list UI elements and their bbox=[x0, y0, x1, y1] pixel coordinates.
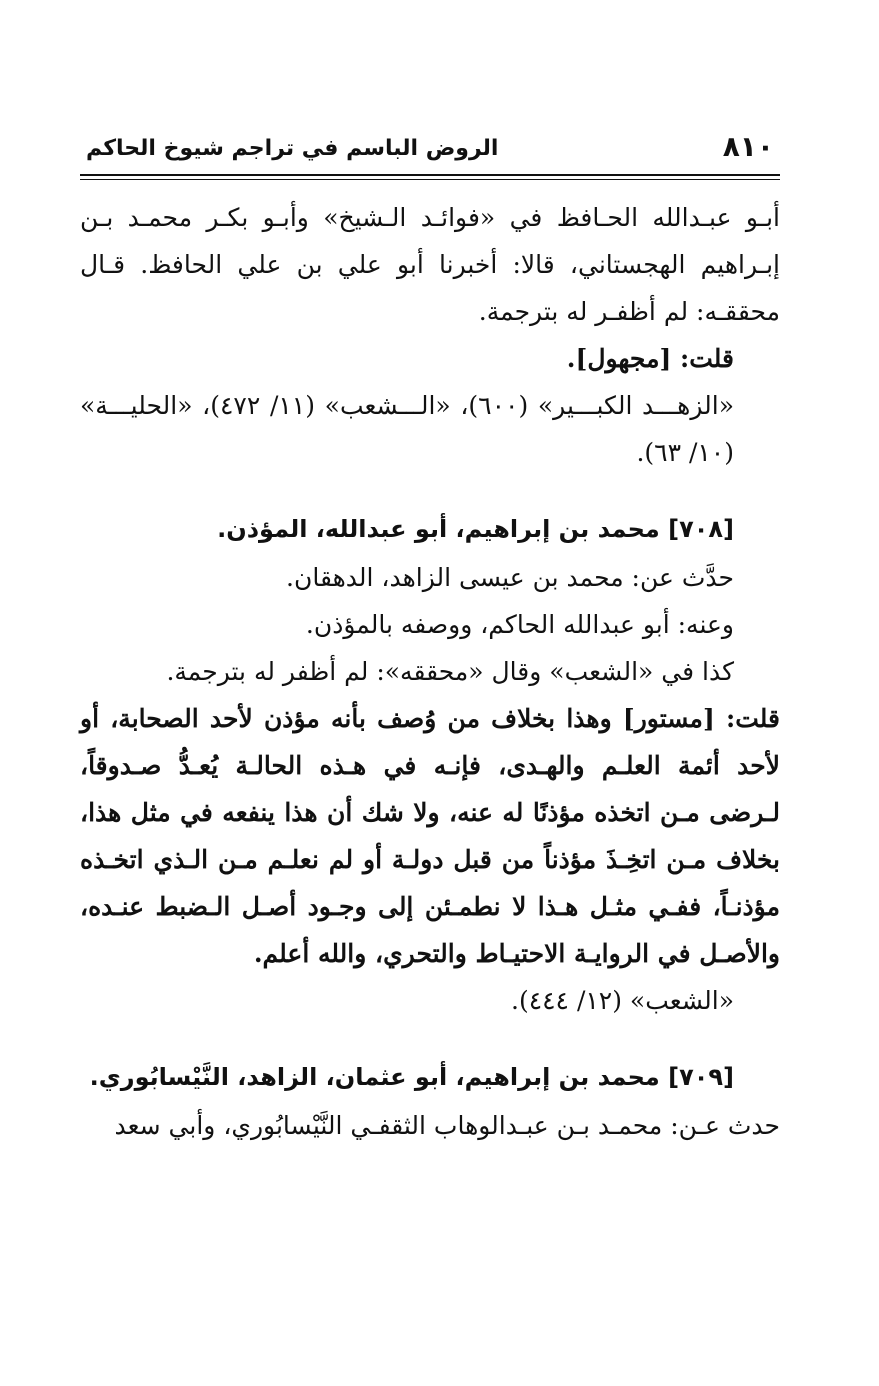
entry-708-verdict: قلت: [مستور] وهذا بخلاف من وُصف بأنه مؤذن لأحد الصحابة، أو لأحد أئمة العلـم والهـدى، فإنـه في هـذه الحالـة يُعـدُّ صـدوقاً، لـرضى مـن اتخذه مؤذنًا له عنه، ولا شك أن هذا ينفعه في مثل هذا، بخلاف مـن اتخِـذَ مؤذناً من قبل دولـة أو لم نعلـم مـن الـذي اتخـذه مؤذنـاً، ففـي مثـل هـذا لا نطمـئن إلى وجـود أصـل الـضبط عنـده، والأصـل في الروايـة الاحتيـاط والتحري، والله أعلم. bbox=[80, 704, 780, 968]
book-page bbox=[80, 130, 780, 1149]
entry-708-heading: [٧٠٨] محمد بن إبراهيم، أبو عبدالله، المؤذن. bbox=[217, 515, 734, 543]
entry-707-sources: «الزهـــد الكبـــير» (٦٠٠)، «الـــشعب» (١١/ ٤٧٢)، «الحليـــة» (١٠/ ٦٣). bbox=[80, 391, 734, 467]
entry-708-sources: «الشعب» (١٢/ ٤٤٤). bbox=[511, 986, 734, 1015]
entry-707-text: أبـو عبـدالله الحـافظ في «فوائـد الـشيخ» وأبـو بكـر محمـد بـن إبـراهيم الهجستاني، قالا: أخبرنا أبو علي بن علي الحافظ. قـال محققـه: لم أظفـر له بترجمة. bbox=[80, 203, 780, 326]
section-gap bbox=[80, 476, 780, 504]
section-gap bbox=[80, 1024, 780, 1052]
entry-709-narrated-from: حدث عـن: محمـد بـن عبـدالوهاب الثقفـي النَّيْسابُوري، وأبي سعد bbox=[114, 1111, 780, 1140]
entry-707-verdict: قلت: [مجهول]. bbox=[566, 344, 734, 373]
entry-709-heading: [٧٠٩] محمد بن إبراهيم، أبو عثمان، الزاهد، النَّيْسابُوري. bbox=[89, 1063, 734, 1091]
entry-708-note: كذا في «الشعب» وقال «محققه»: لم أظفر له بترجمة. bbox=[166, 657, 734, 686]
page-number: ٨١٠ bbox=[722, 130, 774, 163]
header-rule bbox=[80, 174, 780, 176]
entry-708-narrated-by: وعنه: أبو عبدالله الحاكم، ووصفه بالمؤذن. bbox=[305, 610, 734, 639]
running-title: الروض الباسم في تراجم شيوخ الحاكم bbox=[86, 136, 499, 161]
page-header bbox=[80, 130, 780, 172]
header-rule-thin bbox=[80, 179, 780, 180]
entry-708-narrated-from: حدَّث عن: محمد بن عيسى الزاهد، الدهقان. bbox=[286, 563, 734, 592]
